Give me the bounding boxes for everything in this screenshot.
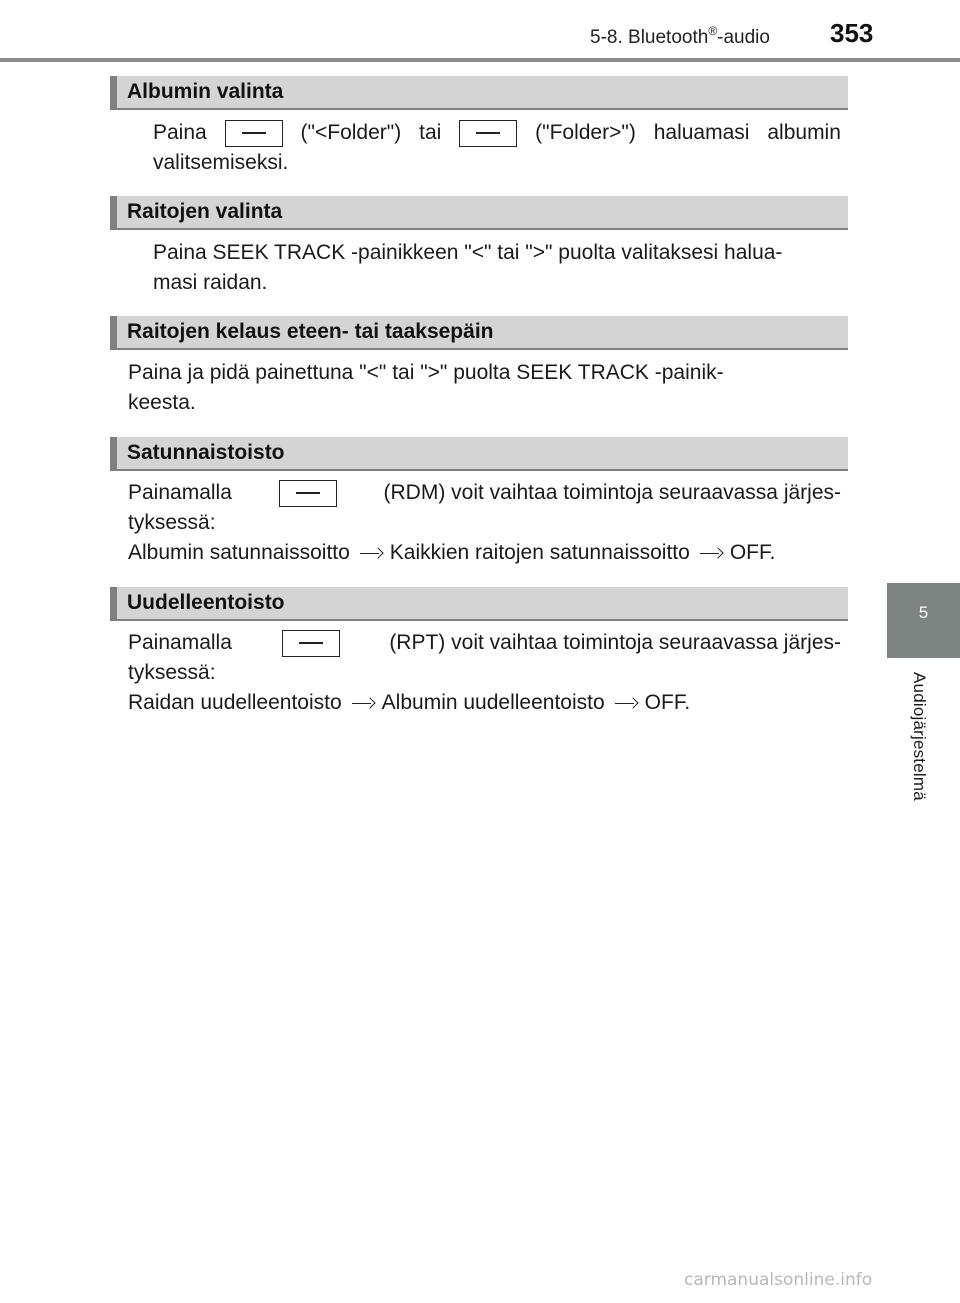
- seek-line-2: keesta.: [128, 391, 196, 414]
- heading-track-selection: [110, 196, 848, 230]
- sequence-step: Raidan uudelleentoisto: [128, 691, 342, 714]
- folder-forward-button-icon: [459, 120, 517, 147]
- seek-paragraph: [128, 358, 841, 418]
- random-line-1: [128, 478, 841, 508]
- rpt-button-icon: [282, 630, 340, 657]
- header-rule: [0, 58, 960, 62]
- chapter-tab: [887, 583, 960, 658]
- repeat-line-2: tyksessä:: [128, 661, 216, 684]
- watermark: carmanualsonline.info: [684, 1270, 873, 1290]
- heading-repeat-play: [110, 587, 848, 621]
- text: ("Folder>"): [535, 121, 636, 144]
- chapter-number: 5: [918, 603, 929, 622]
- heading-text: Uudelleentoisto: [127, 591, 285, 614]
- track-line-1: Paina SEEK TRACK -painikkeen "<" tai ">" puolta valitaksesi halua-: [153, 241, 783, 264]
- text: Paina: [153, 121, 207, 144]
- heading-text: Raitojen kelaus eteen- tai taaksepäin: [127, 320, 494, 343]
- repeat-line-1: [128, 628, 841, 658]
- section-title-prefix: 5-8. Bluetooth: [590, 27, 709, 48]
- chapter-title: Audiojärjestelmä: [910, 672, 929, 801]
- text: ("<Folder"): [300, 121, 402, 144]
- heading-fast-forward-rewind: [110, 316, 848, 350]
- section-title-suffix: -audio: [717, 27, 770, 48]
- track-paragraph: [153, 238, 841, 298]
- arrow-right-icon: [615, 698, 637, 708]
- text: Painamalla: [128, 481, 232, 504]
- random-line-2: tyksessä:: [128, 511, 216, 534]
- random-paragraph: [128, 478, 841, 568]
- sequence-step: Kaikkien raitojen satunnaissoitto: [389, 541, 690, 564]
- repeat-paragraph: [128, 628, 841, 718]
- text: Painamalla: [128, 631, 232, 654]
- text: haluamasi: [653, 121, 750, 144]
- sequence-step: Albumin uudelleentoisto: [381, 691, 605, 714]
- registered-mark: ®: [708, 24, 718, 38]
- heading-text: Satunnaistoisto: [127, 441, 285, 464]
- heading-album-selection: [110, 76, 848, 110]
- heading-random-play: [110, 437, 848, 471]
- rdm-button-icon: [279, 480, 337, 507]
- page-number: 353: [830, 18, 874, 48]
- sequence-step: OFF.: [729, 541, 776, 564]
- track-line-2: masi raidan.: [153, 271, 268, 294]
- text: (RPT) voit vaihtaa toimintoja seuraavassa järjes-: [389, 631, 841, 654]
- seek-line-1: Paina ja pidä painettuna "<" tai ">" puolta SEEK TRACK -painik-: [128, 361, 724, 384]
- text: albumin: [767, 121, 841, 144]
- sequence-step: OFF.: [644, 691, 691, 714]
- text: tai: [419, 121, 442, 144]
- arrow-right-icon: [700, 548, 722, 558]
- arrow-right-icon: [360, 548, 382, 558]
- heading-text: Albumin valinta: [127, 80, 284, 103]
- random-sequence: [128, 538, 841, 568]
- text: (RDM) voit vaihtaa toimintoja seuraavassa järjes-: [383, 481, 841, 504]
- folder-back-button-icon: [225, 120, 283, 147]
- arrow-right-icon: [352, 698, 374, 708]
- album-line-1: [153, 118, 841, 148]
- repeat-sequence: [128, 688, 841, 718]
- heading-text: Raitojen valinta: [127, 200, 283, 223]
- album-paragraph: [153, 118, 841, 178]
- album-line-2: valitsemiseksi.: [153, 151, 289, 174]
- running-header: [590, 24, 770, 49]
- sequence-step: Albumin satunnaissoitto: [128, 541, 350, 564]
